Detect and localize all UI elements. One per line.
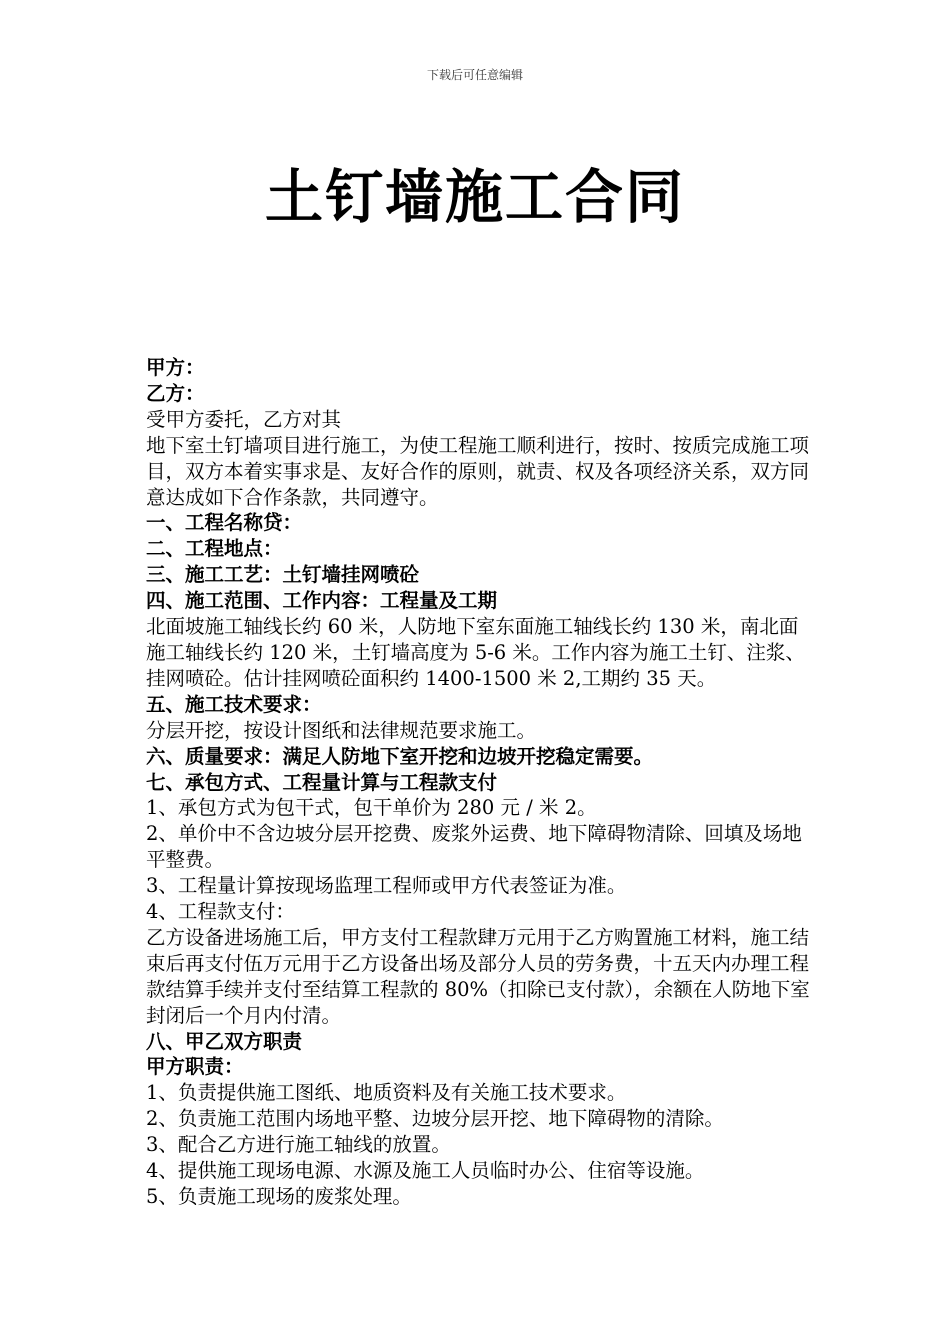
section-heading: 六、质量要求：满足人防地下室开挖和边坡开挖稳定需要。: [146, 744, 654, 768]
paragraph: 1、负责提供施工图纸、地质资料及有关施工技术要求。: [146, 1081, 627, 1105]
section-heading: 五、施工技术要求：: [146, 692, 322, 716]
section-heading: 一、工程名称贷：: [146, 511, 303, 535]
paragraph: 分层开挖，按设计图纸和法律规范要求施工。: [146, 718, 537, 742]
paragraph: 3、工程量计算按现场监理工程师或甲方代表签证为准。: [146, 874, 627, 898]
paragraph: 5、负责施工现场的废浆处理。: [146, 1185, 412, 1208]
paragraph: 北面坡施工轴线长约 60 米，人防地下室东面施工轴线长约 130 米，南北面施工轴线长约 120 米，土钉墙高度为 5-6 米。工作内容为施工土钉、注浆、挂网喷砼。估计挂网喷砼面积约 1400-1500 米 2,工期约 35 天。: [146, 615, 805, 690]
contract-body: [146, 355, 811, 1210]
paragraph: 3、配合乙方进行施工轴线的放置。: [146, 1133, 451, 1157]
paragraph: 2、单价中不含边坡分层开挖费、废浆外运费、地下障碍物清除、回填及场地平整费。: [146, 822, 802, 872]
section-heading: 二、工程地点：: [146, 537, 283, 561]
section-heading: 三、施工工艺：土钉墙挂网喷砼: [146, 563, 420, 587]
paragraph: 2、负责施工范围内场地平整、边坡分层开挖、地下障碍物的清除。: [146, 1107, 724, 1131]
document-title: 土钉墙施工合同: [264, 163, 685, 231]
paragraph: 4、提供施工现场电源、水源及施工人员临时办公、住宿等设施。: [146, 1159, 705, 1183]
section-heading: 甲方职责：: [146, 1055, 244, 1079]
paragraph: 地下室土钉墙项目进行施工，为使工程施工顺利进行，按时、按质完成施工项目，双方本着实事求是、友好合作的原则，就责、权及各项经济关系，双方同意达成如下合作条款，共同遵守。: [146, 433, 810, 509]
paragraph: 乙方设备进场施工后，甲方支付工程款肆万元用于乙方购置施工材料，施工结束后再支付伍万元用于乙方设备出场及部分人员的劳务费，十五天内办理工程款结算手续并支付至结算工程款的 80%（扣除已支付款），余额在人防地下室封闭后一个月内付清。: [146, 925, 810, 1027]
section-heading: 甲方：: [146, 356, 205, 379]
paragraph: 受甲方委托，乙方对其: [146, 407, 342, 431]
section-heading: 四、施工范围、工作内容：工程量及工期: [146, 589, 498, 613]
paragraph: 1、承包方式为包干式，包干单价为 280 元 / 米 2。: [146, 796, 597, 820]
paragraph: 4、工程款支付：: [146, 900, 295, 924]
section-heading: 七、承包方式、工程量计算与工程款支付: [146, 770, 498, 794]
header-note: 下载后可任意编辑: [426, 68, 523, 82]
section-heading: 八、甲乙双方职责: [146, 1029, 303, 1053]
section-heading: 乙方：: [146, 381, 205, 405]
